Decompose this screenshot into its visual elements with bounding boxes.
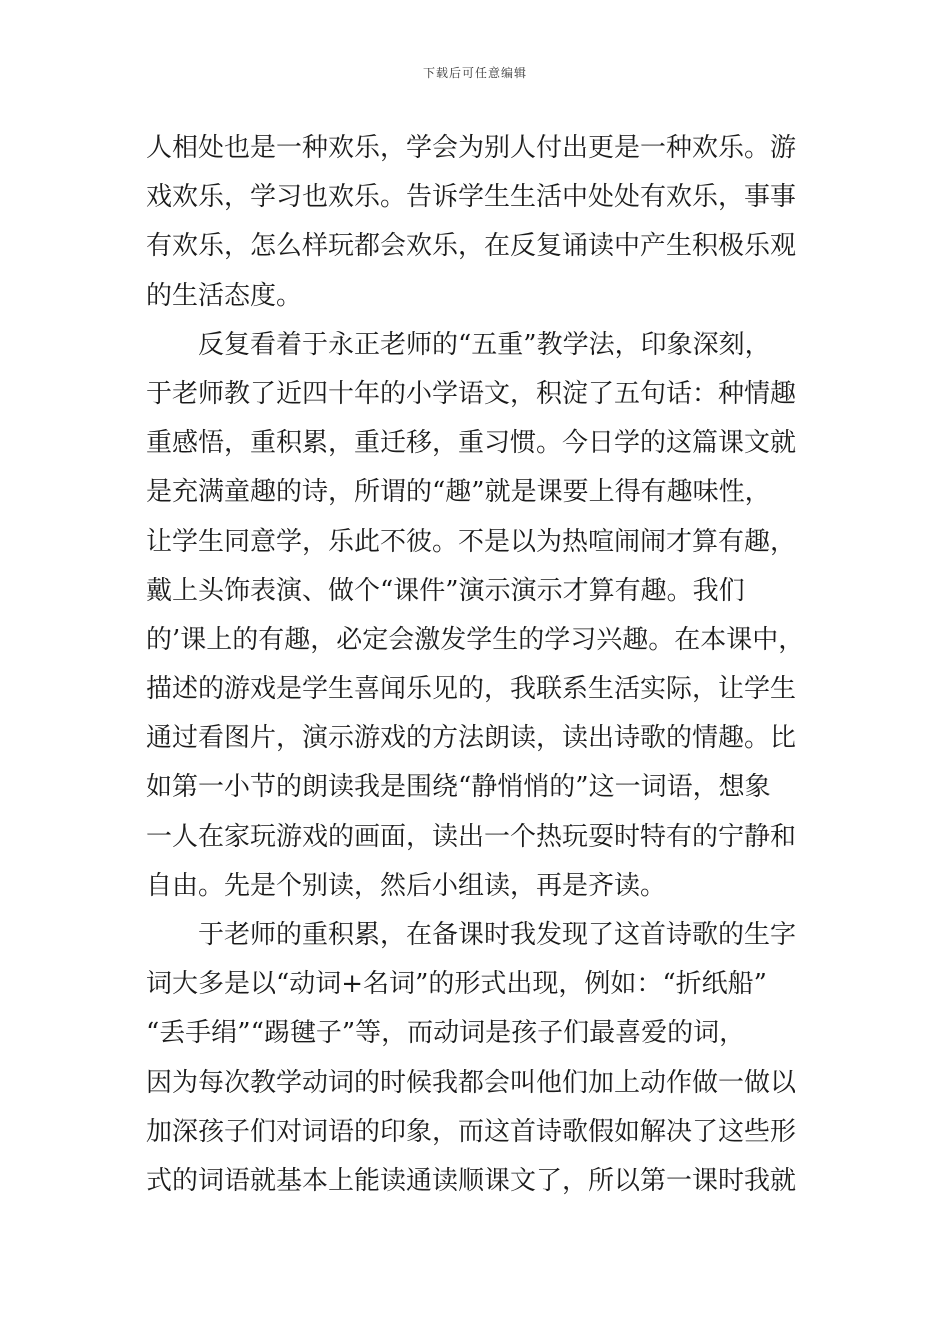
text-line: 因为每次教学动词的时候我都会叫他们加上动作做一做以: [146, 1067, 797, 1098]
text-line: 戏欢乐，学习也欢乐。告诉学生生活中处处有欢乐，事事: [146, 182, 797, 213]
text-line: “丢手绢”“踢毽子”等，而动词是孩子们最喜爱的词，: [146, 1018, 746, 1049]
text-line: 让学生同意学，乐此不彼。不是以为热喧闹闹才算有趣，: [146, 526, 797, 557]
text-line: 通过看图片，演示游戏的方法朗读，读出诗歌的情趣。比: [146, 723, 797, 754]
text-line: 人相处也是一种欢乐，学会为别人付出更是一种欢乐。游: [146, 133, 797, 163]
text-line: 式的词语就基本上能读通读顺课文了，所以第一课时我就: [146, 1165, 797, 1196]
text-line: 于老师的重积累，在备课时我发现了这首诗歌的生字: [198, 920, 797, 950]
text-line: 重感悟，重积累，重迁移，重习惯。今日学的这篇课文就: [146, 428, 797, 459]
document-body: [146, 124, 846, 1206]
text-line: 是充满童趣的诗，所谓的“趣”就是课要上得有趣味性，: [146, 477, 771, 508]
text-line: 描述的游戏是学生喜闻乐见的，我联系生活实际，让学生: [146, 674, 797, 705]
text-line: 词大多是以“动词+名词”的形式出现，例如：“折纸船”: [146, 969, 767, 1000]
text-line: 加深孩子们对词语的印象，而这首诗歌假如解决了这些形: [146, 1116, 797, 1147]
page-header: 下载后可任意编辑: [422, 66, 527, 80]
text-line: 的生活态度。: [146, 280, 303, 311]
text-line: 戴上头饰表演、做个“课件”演示演示才算有趣。我们: [146, 575, 745, 606]
text-line: 一人在家玩游戏的画面，读出一个热玩耍时特有的宁静和: [146, 821, 797, 852]
text-line: 于老师教了近四十年的小学语文，积淀了五句话：种情趣: [146, 378, 797, 409]
text-line: 自由。先是个别读，然后小组读，再是齐读。: [146, 870, 667, 901]
text-line: 有欢乐，怎么样玩都会欢乐，在反复诵读中产生积极乐观: [146, 231, 797, 262]
text-line: 如第一小节的朗读我是围绕“静悄悄的”这一词语，想象: [146, 772, 771, 803]
text-line: 的’课上的有趣，必定会激发学生的学习兴趣。在本课中，: [146, 624, 805, 655]
text-line: 反复看着于永正老师的“五重”教学法，印象深刻，: [198, 329, 771, 360]
